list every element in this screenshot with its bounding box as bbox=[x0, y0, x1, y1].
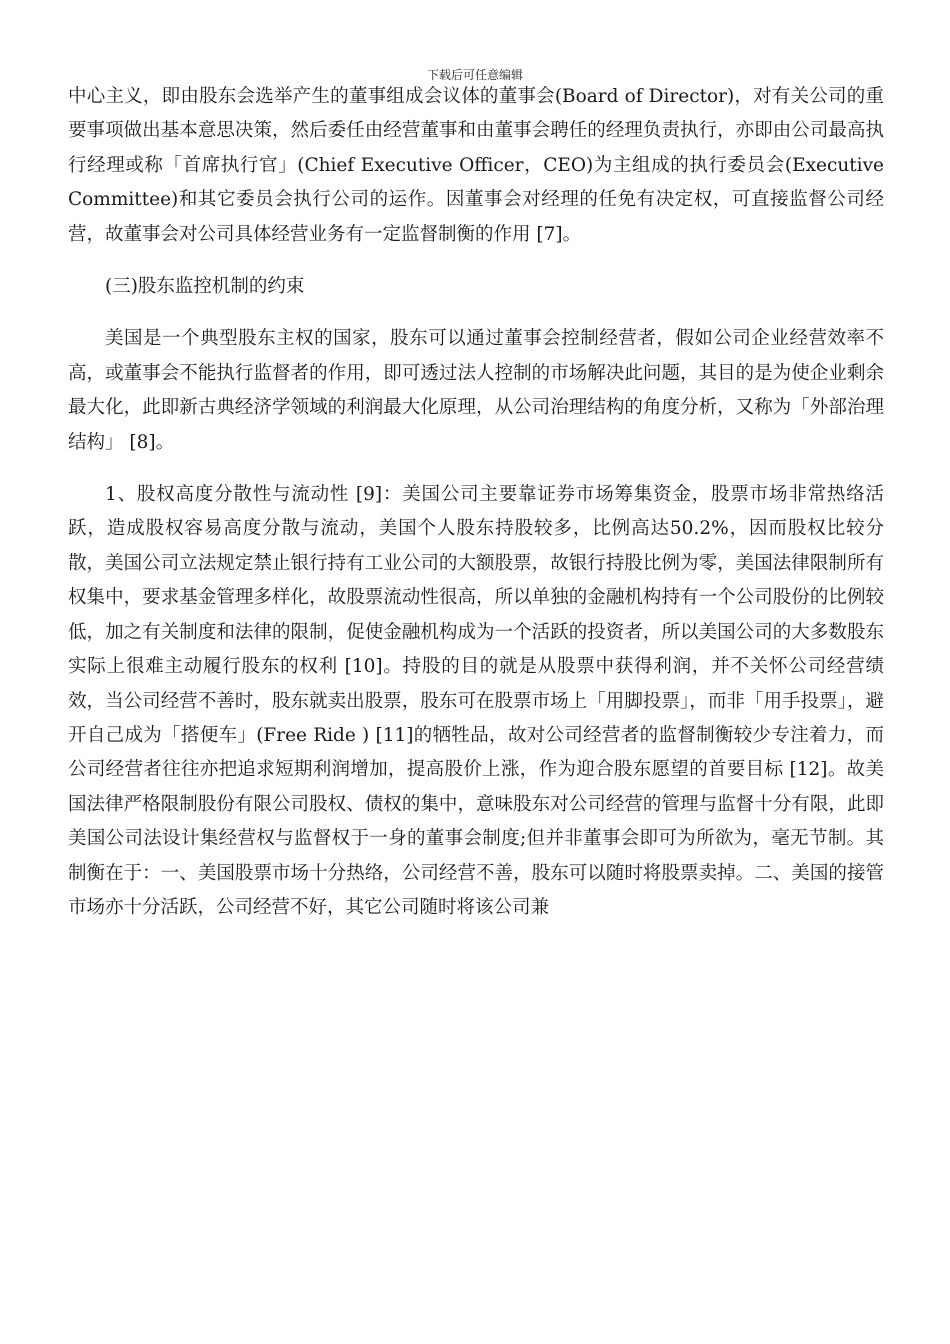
document-body bbox=[68, 80, 884, 925]
page-header: 下载后可任意编辑 bbox=[426, 68, 523, 82]
paragraph-equity-dispersion: 1、股权高度分散性与流动性 [9]：美国公司主要靠证券市场筹集资金，股票市场非常热络活跃，造成股权容易高度分散与流动，美国个人股东持股较多，比例高达50.2%，因而股权比较分散，美国公司立法规定禁止银行持有工业公司的大额股票，故银行持股比例为零，美国法律限制所有权集中，要求基金管理多样化，故股票流动性很高，所以单独的金融机构持有一个公司股份的比例较低，加之有关制度和法律的限制，促使金融机构成为一个活跃的投资者，所以美国公司的大多数股东实际上很难主动履行股东的权利 [10]。持股的目的就是从股票中获得利润，并不关怀公司经营绩效，当公司经营不善时，股东就卖出股票，股东可在股票市场上「用脚投票」，而非「用手投票」，避开自己成为「搭便车」(Free Ride ) [11]的牺牲品，故对公司经营者的监督制衡较少专注着力，而公司经营者往往亦把追求短期利润增加，提高股价上涨，作为迎合股东愿望的首要目标 [12]。故美国法律严格限制股份有限公司股权、债权的集中，意味股东对公司经营的管理与监督十分有限，此即美国公司法设计集经营权与监督权于一身的董事会制度;但并非董事会即可为所欲为，毫无节制。其制衡在于：一、美国股票市场十分热络，公司经营不善，股东可以随时将股票卖掉。二、美国的接管市场亦十分活跃，公司经营不好，其它公司随时将该公司兼 bbox=[68, 484, 884, 918]
paragraph-shareholder-sovereignty: 美国是一个典型股东主权的国家，股东可以通过董事会控制经营者，假如公司企业经营效率不高，或董事会不能执行监督者的作用，即可透过法人控制的市场解决此问题，其目的是为使企业剩余最大化，此即新古典经济学领域的利润最大化原理，从公司治理结构的角度分析，又称为「外部治理结构」 [8]。 bbox=[68, 328, 884, 453]
paragraph-board-centrism: 中心主义，即由股东会选举产生的董事组成会议体的董事会(Board of Director)，对有关公司的重要事项做出基本意思决策，然后委任由经营董事和由董事会聘任的经理负责执行，亦即由公司最高执行经理或称「首席执行官」(Chief Executive Officer，CEO)为主组成的执行委员会(Executive Committee)和其它委员会执行公司的运作。因董事会对经理的任免有决定权，可直接监督公司经营，故董事会对公司具体经营业务有一定监督制衡的作用 [7]。 bbox=[68, 86, 884, 245]
section-heading-shareholder-control: (三)股东监控机制的约束 bbox=[105, 276, 305, 298]
